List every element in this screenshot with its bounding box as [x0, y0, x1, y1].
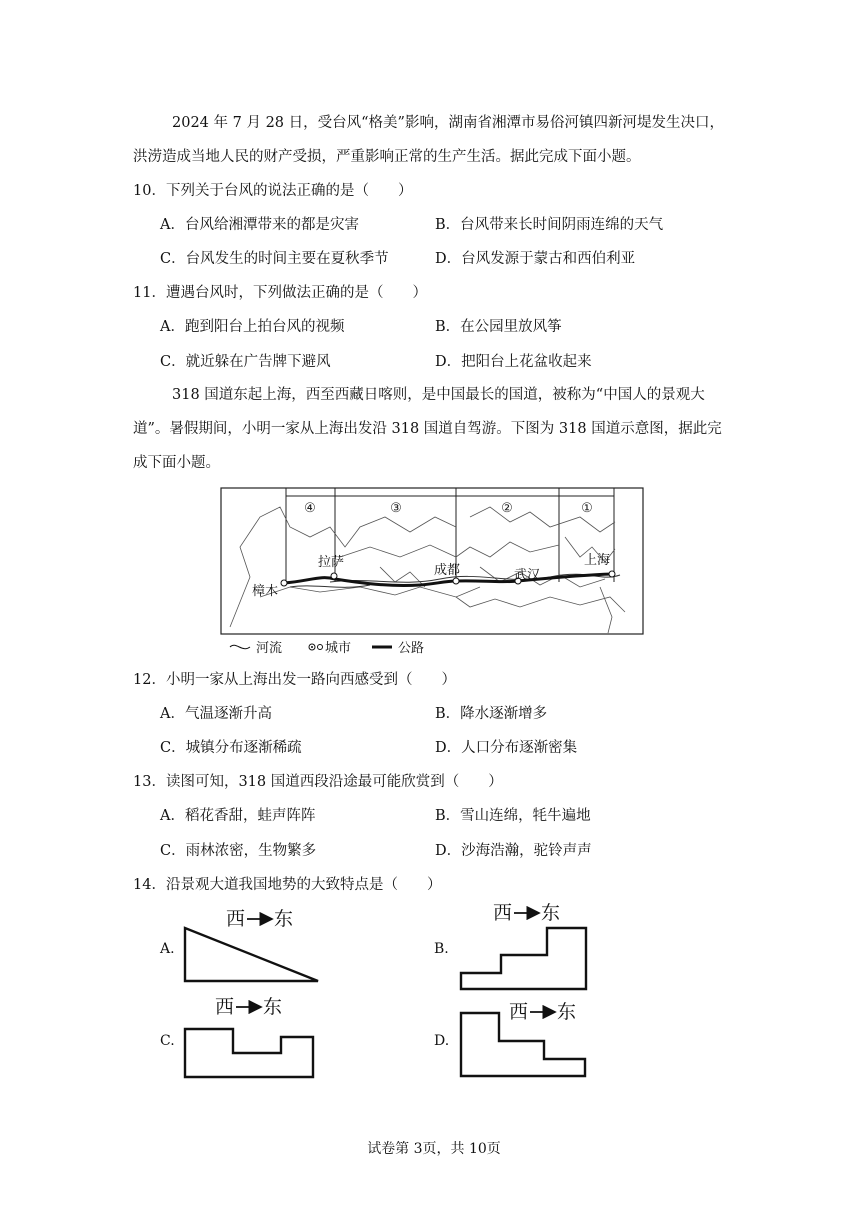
section-label-2: ②	[501, 501, 513, 516]
q14-stem: 14．沿景观大道我国地势的大致特点是（ ）	[133, 877, 442, 893]
legend-city-label: 城市	[325, 641, 352, 656]
q12-option-a[interactable]: A．气温逐渐升高	[160, 706, 272, 722]
q14-a-west: 西	[226, 908, 246, 930]
city-label-lhasa: 拉萨	[318, 555, 345, 570]
legend-river-label: 河流	[256, 641, 283, 656]
q14-d-west: 西	[509, 1001, 529, 1023]
q11-option-a[interactable]: A．跑到阳台上拍台风的视频	[160, 319, 345, 335]
q13-option-d[interactable]: D．沙海浩瀚，驼铃声声	[435, 843, 592, 859]
section-label-4: ④	[304, 501, 316, 516]
passage2-line1: 318 国道东起上海，西至西藏日喀则，是中国最长的国道，被称为“中国人的景观大	[172, 387, 705, 403]
q14-a-east: 东	[274, 908, 294, 930]
q10-stem: 10．下列关于台风的说法正确的是（ ）	[133, 183, 413, 199]
q10-option-c[interactable]: C．台风发生的时间主要在夏秋季节	[160, 251, 389, 267]
city-marker-shanghai	[609, 571, 615, 577]
passage1-line2: 洪涝造成当地人民的财产受损，严重影响正常的生产生活。据此完成下面小题。	[133, 149, 641, 165]
legend-river-symbol	[230, 645, 250, 648]
q14-label-d[interactable]: D.	[434, 1033, 450, 1049]
q14-label-a[interactable]: A.	[160, 941, 175, 957]
q14-c-west: 西	[215, 996, 235, 1018]
map-frame	[221, 488, 643, 634]
q11-option-c[interactable]: C．就近躲在广告牌下避风	[160, 354, 331, 370]
city-label-chengdu: 成都	[434, 563, 461, 578]
q11-option-d[interactable]: D．把阳台上花盆收起来	[435, 354, 592, 370]
q14-c-east: 东	[263, 996, 283, 1018]
passage1-line1: 2024 年 7 月 28 日，受台风“格美”影响，湖南省湘潭市易俗河镇四新河堤发生决口，	[172, 115, 724, 131]
q13-stem: 13．读图可知，318 国道西段沿途最可能欣赏到（ ）	[133, 774, 503, 790]
q14-a-shape[interactable]	[185, 928, 318, 981]
city-marker-zhangmu	[281, 580, 287, 586]
route-318-map	[220, 487, 645, 659]
q12-option-b[interactable]: B．降水逐渐增多	[435, 706, 548, 722]
city-marker-chengdu	[453, 578, 459, 584]
q12-option-c[interactable]: C．城镇分布逐渐稀疏	[160, 740, 302, 756]
q14-b-shape[interactable]	[461, 928, 586, 989]
q14-label-c[interactable]: C.	[160, 1033, 175, 1049]
section-label-1: ①	[581, 501, 593, 516]
q10-option-d[interactable]: D．台风发源于蒙古和西伯利亚	[435, 251, 636, 267]
q12-option-d[interactable]: D．人口分布逐渐密集	[435, 740, 578, 756]
q12-stem: 12．小明一家从上海出发一路向西感受到（ ）	[133, 672, 456, 688]
city-label-shanghai: 上海	[584, 553, 611, 568]
city-label-zhangmu: 樟木	[252, 584, 279, 599]
city-label-wuhan: 武汉	[514, 568, 541, 583]
page-footer: 试卷第 3页，共 10页	[367, 1141, 501, 1157]
city-marker-lhasa	[331, 573, 337, 579]
q13-option-a[interactable]: A．稻花香甜，蛙声阵阵	[160, 808, 316, 824]
q14-label-b[interactable]: B.	[434, 941, 449, 957]
section-label-3: ③	[390, 501, 402, 516]
q14-terrain-diagrams	[150, 895, 610, 1085]
passage2-line3: 成下面小题。	[133, 455, 220, 471]
legend-city-symbol-2	[318, 645, 323, 650]
q10-option-a[interactable]: A．台风给湘潭带来的都是灾害	[160, 217, 359, 233]
passage2-line2: 道”。暑假期间，小明一家从上海出发沿 318 国道自驾游。下图为 318 国道示意图，据此完	[133, 421, 722, 437]
q13-option-b[interactable]: B．雪山连绵，牦牛遍地	[435, 808, 591, 824]
q14-c-shape[interactable]	[185, 1029, 313, 1077]
q10-option-b[interactable]: B．台风带来长时间阴雨连绵的天气	[435, 217, 664, 233]
legend-road-label: 公路	[398, 641, 425, 656]
q14-b-west: 西	[493, 902, 513, 924]
q14-b-east: 东	[541, 902, 561, 924]
q11-option-b[interactable]: B．在公园里放风筝	[435, 319, 562, 335]
q14-d-east: 东	[557, 1001, 577, 1023]
q11-stem: 11．遭遇台风时，下列做法正确的是（ ）	[133, 285, 427, 301]
q13-option-c[interactable]: C．雨林浓密，生物繁多	[160, 843, 317, 859]
